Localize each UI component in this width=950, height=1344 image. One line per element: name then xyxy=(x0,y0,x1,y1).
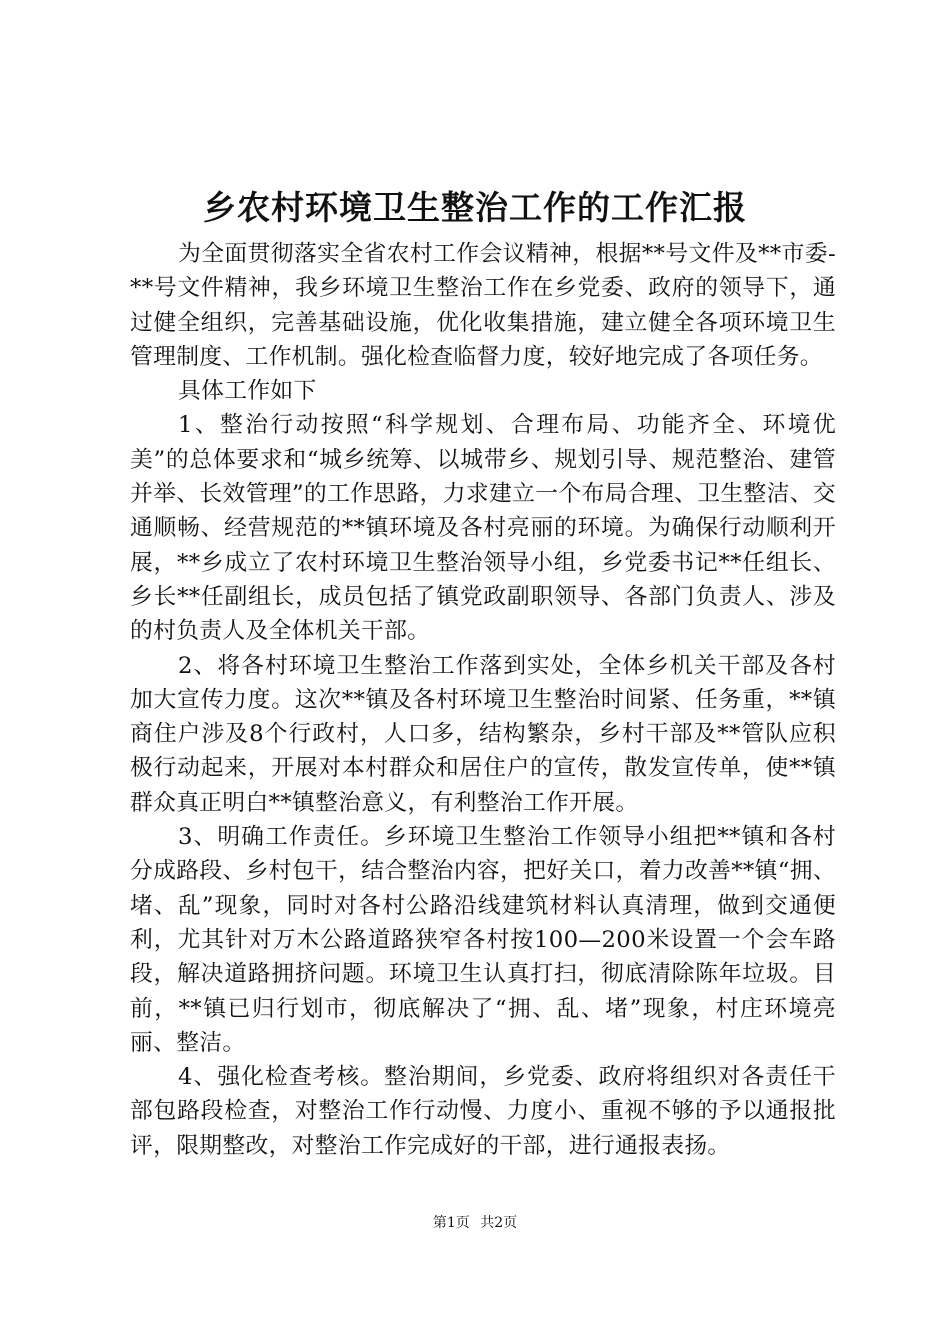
page-number: 第1页 xyxy=(432,1215,470,1231)
paragraph-item-4: 4、强化检查考核。整治期间，乡党委、政府将组织对各责任干部包路段检查，对整治工作行动慢、力度小、重视不够的予以通报批评，限期整改，对整治工作完成好的干部，进行通报表扬。 xyxy=(130,1064,836,1159)
paragraph-item-3: 3、明确工作责任。乡环境卫生整治工作领导小组把**镇和各村分成路段、乡村包干，结合整治内容，把好关口，着力改善**镇“拥、堵、乱”现象，同时对各村公路沿线建筑材料认真清理，做到交通便利，尤其针对万木公路道路狭窄各村按100—200米设置一个会车路段，解决道路拥挤问题。环境卫生认真打扫，彻底清除陈年垃圾。目前，**镇已归行划市，彻底解决了“拥、乱、堵”现象，村庄环境亮丽、整洁。 xyxy=(130,824,836,1056)
document-title: 乡农村环境卫生整治工作的工作汇报 xyxy=(203,188,747,227)
page-total: 共2页 xyxy=(480,1215,518,1231)
paragraph-item-2: 2、将各村环境卫生整治工作落到实处，全体乡机关干部及各村加大宣传力度。这次**镇及各村环境卫生整治时间紧、任务重，**镇商住户涉及8个行政村，人口多，结构繁杂，乡村干部及**管队应积极行动起来，开展对本村群众和居住户的宣传，散发宣传单，使**镇群众真正明白**镇整治意义，有利整治工作开展。 xyxy=(130,652,836,816)
page-footer xyxy=(0,1213,950,1233)
paragraph-intro: 为全面贯彻落实全省农村工作会议精神，根据**号文件及**市委-**号文件精神，我乡环境卫生整治工作在乡党委、政府的领导下，通过健全组织，完善基础设施，优化收集措施，建立健全各项环境卫生管理制度、工作机制。强化检查临督力度，较好地完成了各项任务。 xyxy=(130,241,836,370)
paragraph-work-heading: 具体工作如下 xyxy=(178,378,317,405)
document-body xyxy=(130,237,836,1163)
paragraph-item-1: 1、整治行动按照“科学规划、合理布局、功能齐全、环境优美”的总体要求和“城乡统筹、以城带乡、规划引导、规范整治、建管并举、长效管理”的工作思路，力求建立一个布局合理、卫生整洁、交通顺畅、经营规范的**镇环境及各村亮丽的环境。为确保行动顺利开展，**乡成立了农村环境卫生整治领导小组，乡党委书记**任组长、乡长**任副组长，成员包括了镇党政副职领导、各部门负责人、涉及的村负责人及全体机关干部。 xyxy=(130,412,836,645)
